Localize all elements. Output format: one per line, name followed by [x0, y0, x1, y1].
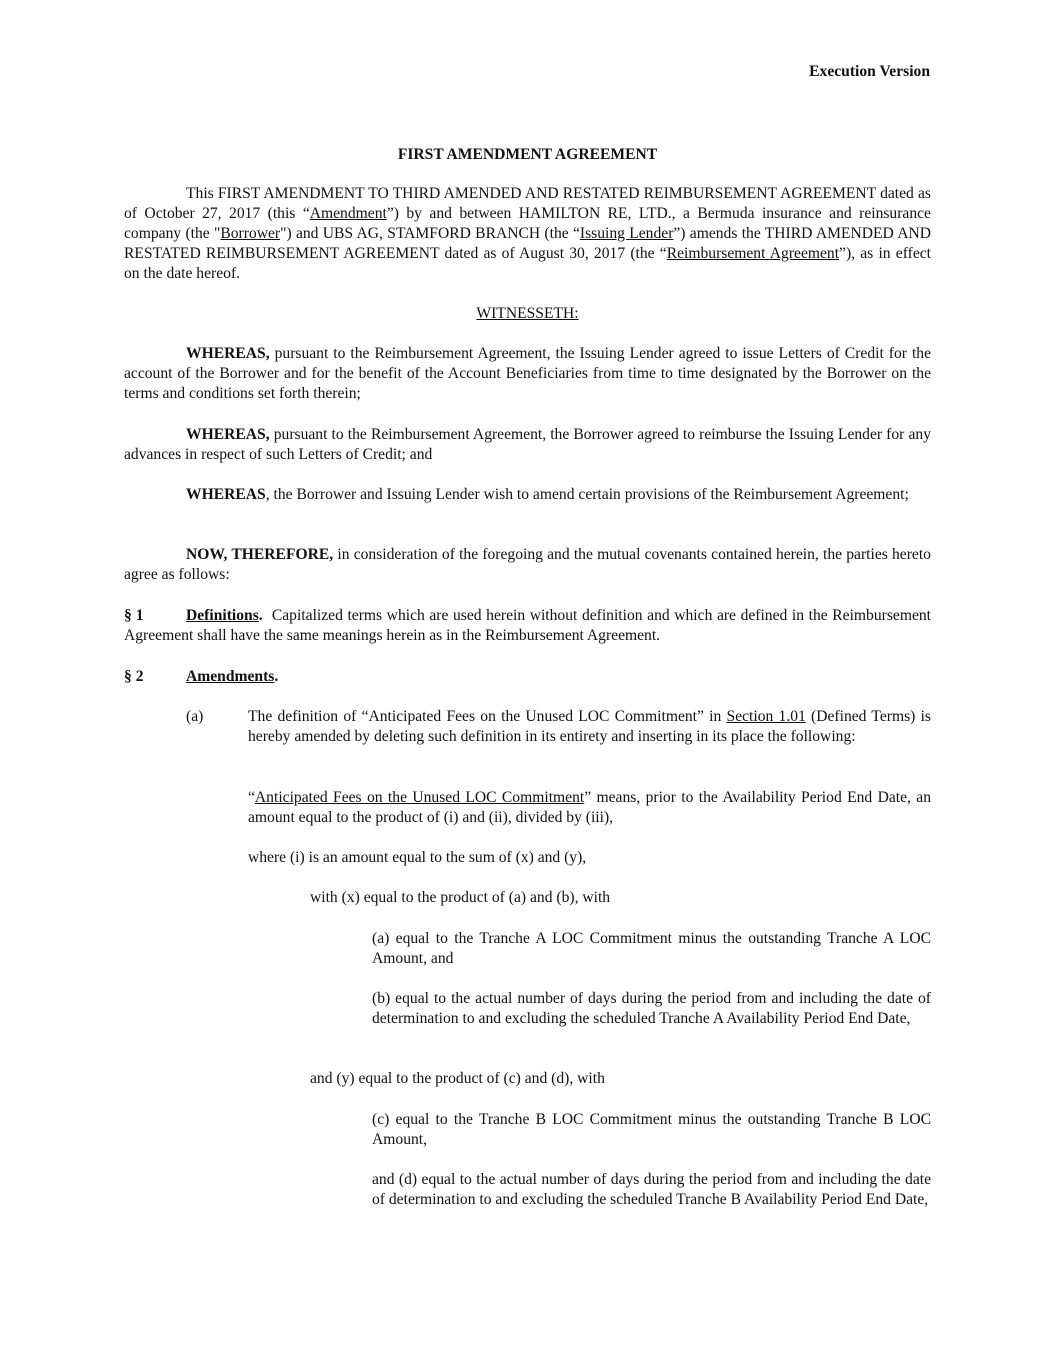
execution-version-label: Execution Version [809, 63, 930, 80]
section-2-heading: Amendments [186, 668, 275, 685]
witnesseth-heading: WITNESSETH: [476, 305, 579, 322]
subsection-a-label: (a) [186, 708, 204, 725]
document-title: FIRST AMENDMENT AGREEMENT [397, 146, 658, 163]
recital-paragraph: WHEREAS, pursuant to the Reimbursement Agreement, the Borrower agreed to reimburse the Issuing Lender for any advances in respect of such Letters of Credit; and [124, 426, 931, 463]
item-a-clause: (a) equal to the Tranche A LOC Commitment minus the outstanding Tranche A LOC Amount, and [372, 930, 931, 967]
now-therefore-paragraph: NOW, THEREFORE, in consideration of the foregoing and the mutual covenants contained herein, the parties hereto agree as follows: [124, 546, 931, 583]
section-reference: Section 1.01 [726, 708, 806, 725]
section-1-heading: Definitions [186, 607, 259, 624]
section-1-definitions: § 1 Definitions. Capitalized terms which are used herein without definition and which are defined in the Reimbursement Agreement shall have the same meanings herein as in the Reimbursement Agreement. [124, 607, 931, 644]
item-c-clause: (c) equal to the Tranche B LOC Commitment minus the outstanding Tranche B LOC Amount, [372, 1111, 931, 1148]
with-y-clause: and (y) equal to the product of (c) and (d), with [310, 1070, 605, 1087]
recital-paragraph: WHEREAS, the Borrower and Issuing Lender wish to amend certain provisions of the Reimbursement Agreement; [186, 486, 909, 503]
section-2-number: § 2 [124, 668, 144, 685]
defined-term-borrower: Borrower [220, 225, 281, 242]
defined-term-anticipated-fees: Anticipated Fees on the Unused LOC Commitment [254, 789, 585, 806]
subsection-a-text: The definition of “Anticipated Fees on the Unused LOC Commitment” in Section 1.01 (Defined Terms) is hereby amended by deleting such definition in its entirety and inserting in its place the following: [248, 708, 931, 745]
definition-anticipated-fees: “Anticipated Fees on the Unused LOC Commitment” means, prior to the Availability Period End Date, an amount equal to the product of (i) and (ii), divided by (iii), [248, 789, 931, 826]
item-d-clause: and (d) equal to the actual number of days during the period from and including the date of determination to and excluding the scheduled Tranche B Availability Period End Date, [372, 1171, 931, 1208]
where-i-clause: where (i) is an amount equal to the sum of (x) and (y), [248, 849, 587, 866]
section-2-amendments: § 2 Amendments. [124, 668, 279, 685]
intro-paragraph: This FIRST AMENDMENT TO THIRD AMENDED AND RESTATED REIMBURSEMENT AGREEMENT dated as of October 27, 2017 (this “Amendment”) by and between HAMILTON RE, LTD., a Bermuda insurance and reinsurance company (the "Borrower") and UBS AG, STAMFORD BRANCH (the “Issuing Lender”) amends the THIRD AMENDED AND RESTATED REIMBURSEMENT AGREEMENT dated as of August 30, 2017 (the “Reimbursement Agreement”), as in effect on the date hereof. [124, 185, 931, 282]
recital-paragraph: WHEREAS, pursuant to the Reimbursement Agreement, the Issuing Lender agreed to issue Letters of Credit for the account of the Borrower and for the benefit of the Account Beneficiaries from time to time designated by the Borrower on the terms and conditions set forth therein; [124, 345, 931, 402]
section-1-number: § 1 [124, 607, 144, 624]
defined-term-reimbursement-agreement: Reimbursement Agreement [666, 245, 840, 262]
defined-term-issuing-lender: Issuing Lender [579, 225, 674, 242]
defined-term-amendment: Amendment [309, 205, 387, 222]
with-x-clause: with (x) equal to the product of (a) and (b), with [310, 889, 611, 906]
item-b-clause: (b) equal to the actual number of days during the period from and including the date of determination to and excluding the scheduled Tranche A Availability Period End Date, [372, 990, 931, 1027]
